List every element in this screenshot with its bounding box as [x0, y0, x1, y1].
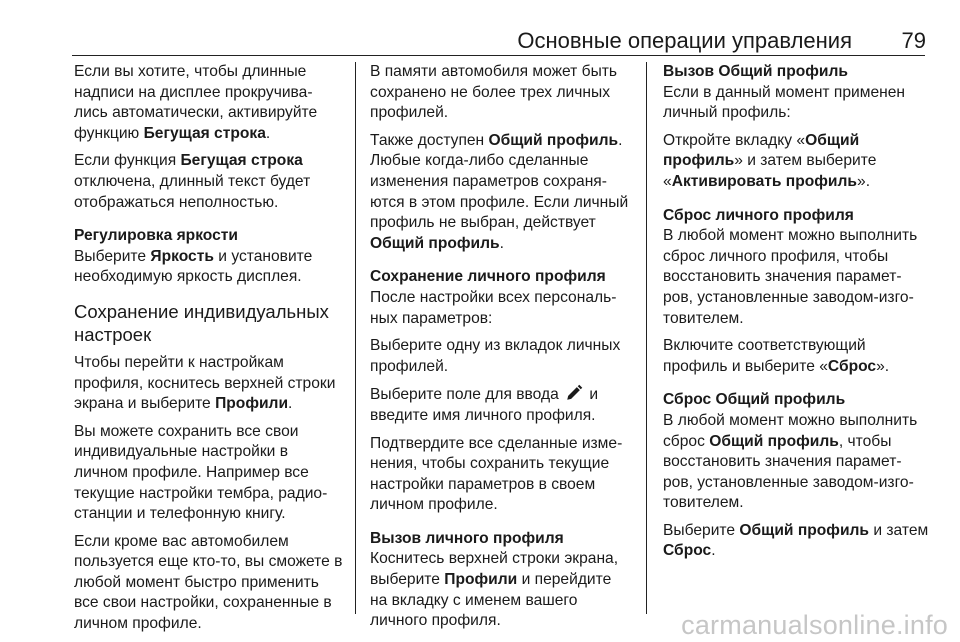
heading-save-settings: Сохранение индивидуальных настроек: [74, 300, 329, 345]
header-rule: [72, 55, 925, 56]
heading-save-profile: Сохранение личного профиля: [370, 268, 606, 286]
term-profiles: Профили: [444, 571, 518, 589]
column-divider-right: [646, 62, 647, 614]
watermark: carmanualsonline.info: [681, 610, 948, 640]
paragraph-enter-name: Выберите поле для ввода и введите имя личного профиля.: [370, 386, 599, 424]
heading-reset-common: Сброс Общий профиль: [663, 391, 846, 409]
paragraph-select-reset: Включите соответствующий профиль и выберите «Сброс».: [663, 337, 890, 375]
paragraph-select-common-reset: Выберите Общий профиль и затем Сброс.: [663, 521, 929, 560]
term-common-profile: Общий профиль: [663, 131, 860, 170]
paragraph-shared-car: Если кроме вас автомобилем пользуется еще кто-то, вы сможете в любой момент быстро применить все свои настройки, сохраненные в личном профиле.: [74, 532, 343, 633]
paragraph-reset-common: В любой момент можно выполнить сброс Общий профиль, чтобы восстановить значения парамет-ров, установленные заводом-изго-товителем.: [663, 411, 918, 512]
paragraph-personal-applied: Если в данный момент применен личный профиль:: [663, 83, 906, 122]
term-reset: Сброс: [663, 542, 712, 560]
page-number: 79: [901, 28, 926, 53]
column-3: [663, 62, 929, 569]
page-header: [0, 0, 960, 53]
paragraph-after-setup: После настройки всех персональ-ных параметров:: [370, 288, 617, 327]
column-divider-left: [355, 62, 356, 614]
pencil-icon: [565, 384, 583, 402]
term-profiles: Профили: [215, 395, 289, 413]
term-brightness: Яркость: [150, 247, 214, 265]
page-title: Основные операции управления: [517, 28, 852, 53]
paragraph-open-profiles: Чтобы перейти к настройкам профиля, коснитесь верхней строки экрана и выберите Профили.: [74, 353, 336, 413]
paragraph-profile-limit: В памяти автомобиля может быть сохранено не более трех личных профилей.: [370, 63, 618, 122]
paragraph-common-profile: Также доступен Общий профиль. Любые когда-либо сделанные изменения параметров сохраня-ются в этом профиле. Если личный профиль не выбран, действует Общий профиль.: [370, 131, 629, 252]
term-common-profile: Общий профиль: [370, 234, 500, 252]
term-activate-profile: Активировать профиль: [671, 172, 858, 190]
term-common-profile: Общий профиль: [488, 131, 619, 149]
column-1: [74, 62, 346, 642]
heading-call-common: Вызов Общий профиль: [663, 63, 849, 80]
term-marquee: Бегущая строка: [143, 124, 266, 142]
heading-reset-personal: Сброс личного профиля: [663, 206, 854, 224]
column-2: [370, 62, 632, 639]
heading-call-profile: Вызов личного профиля: [370, 529, 564, 547]
paragraph-select-tab: Выберите одну из вкладок личных профилей.: [370, 337, 621, 375]
term-reset: Сброс: [827, 357, 877, 375]
paragraph-marquee-enable: Если вы хотите, чтобы длинные надписи на дисплее прокручива-лись автоматически, активируйте функцию Бегущая строка.: [74, 63, 318, 142]
term-common-profile: Общий профиль: [709, 432, 839, 450]
paragraph-reset-personal: В любой момент можно выполнить сброс личного профиля, чтобы восстановить значения парамет-ров, установленные заводом-изго-товителем.: [663, 227, 918, 327]
term-common-profile: Общий профиль: [739, 521, 870, 539]
term-marquee: Бегущая строка: [180, 152, 303, 170]
heading-brightness: Регулировка яркости: [74, 227, 239, 245]
paragraph-activate-common: Откройте вкладку «Общий профиль» и затем выберите «Активировать профиль».: [663, 131, 877, 190]
paragraph-confirm-changes: Подтвердите все сделанные изме-нения, чтобы сохранить текущие настройки параметров в своем личном профиле.: [370, 434, 623, 514]
paragraph-save-all: Вы можете сохранить все свои индивидуальные настройки в личном профиле. Например все текущие настройки тембра, радио-станции и телефонную книгу.: [74, 422, 328, 523]
paragraph-marquee-disabled: Если функция Бегущая строка отключена, длинный текст будет отображаться неполностью.: [74, 152, 311, 211]
paragraph-brightness: Выберите Яркость и установите необходимую яркость дисплея.: [74, 247, 313, 286]
paragraph-call-profile: Коснитесь верхней строки экрана, выберите Профили и перейдите на вкладку с именем вашего личного профиля.: [370, 550, 619, 630]
